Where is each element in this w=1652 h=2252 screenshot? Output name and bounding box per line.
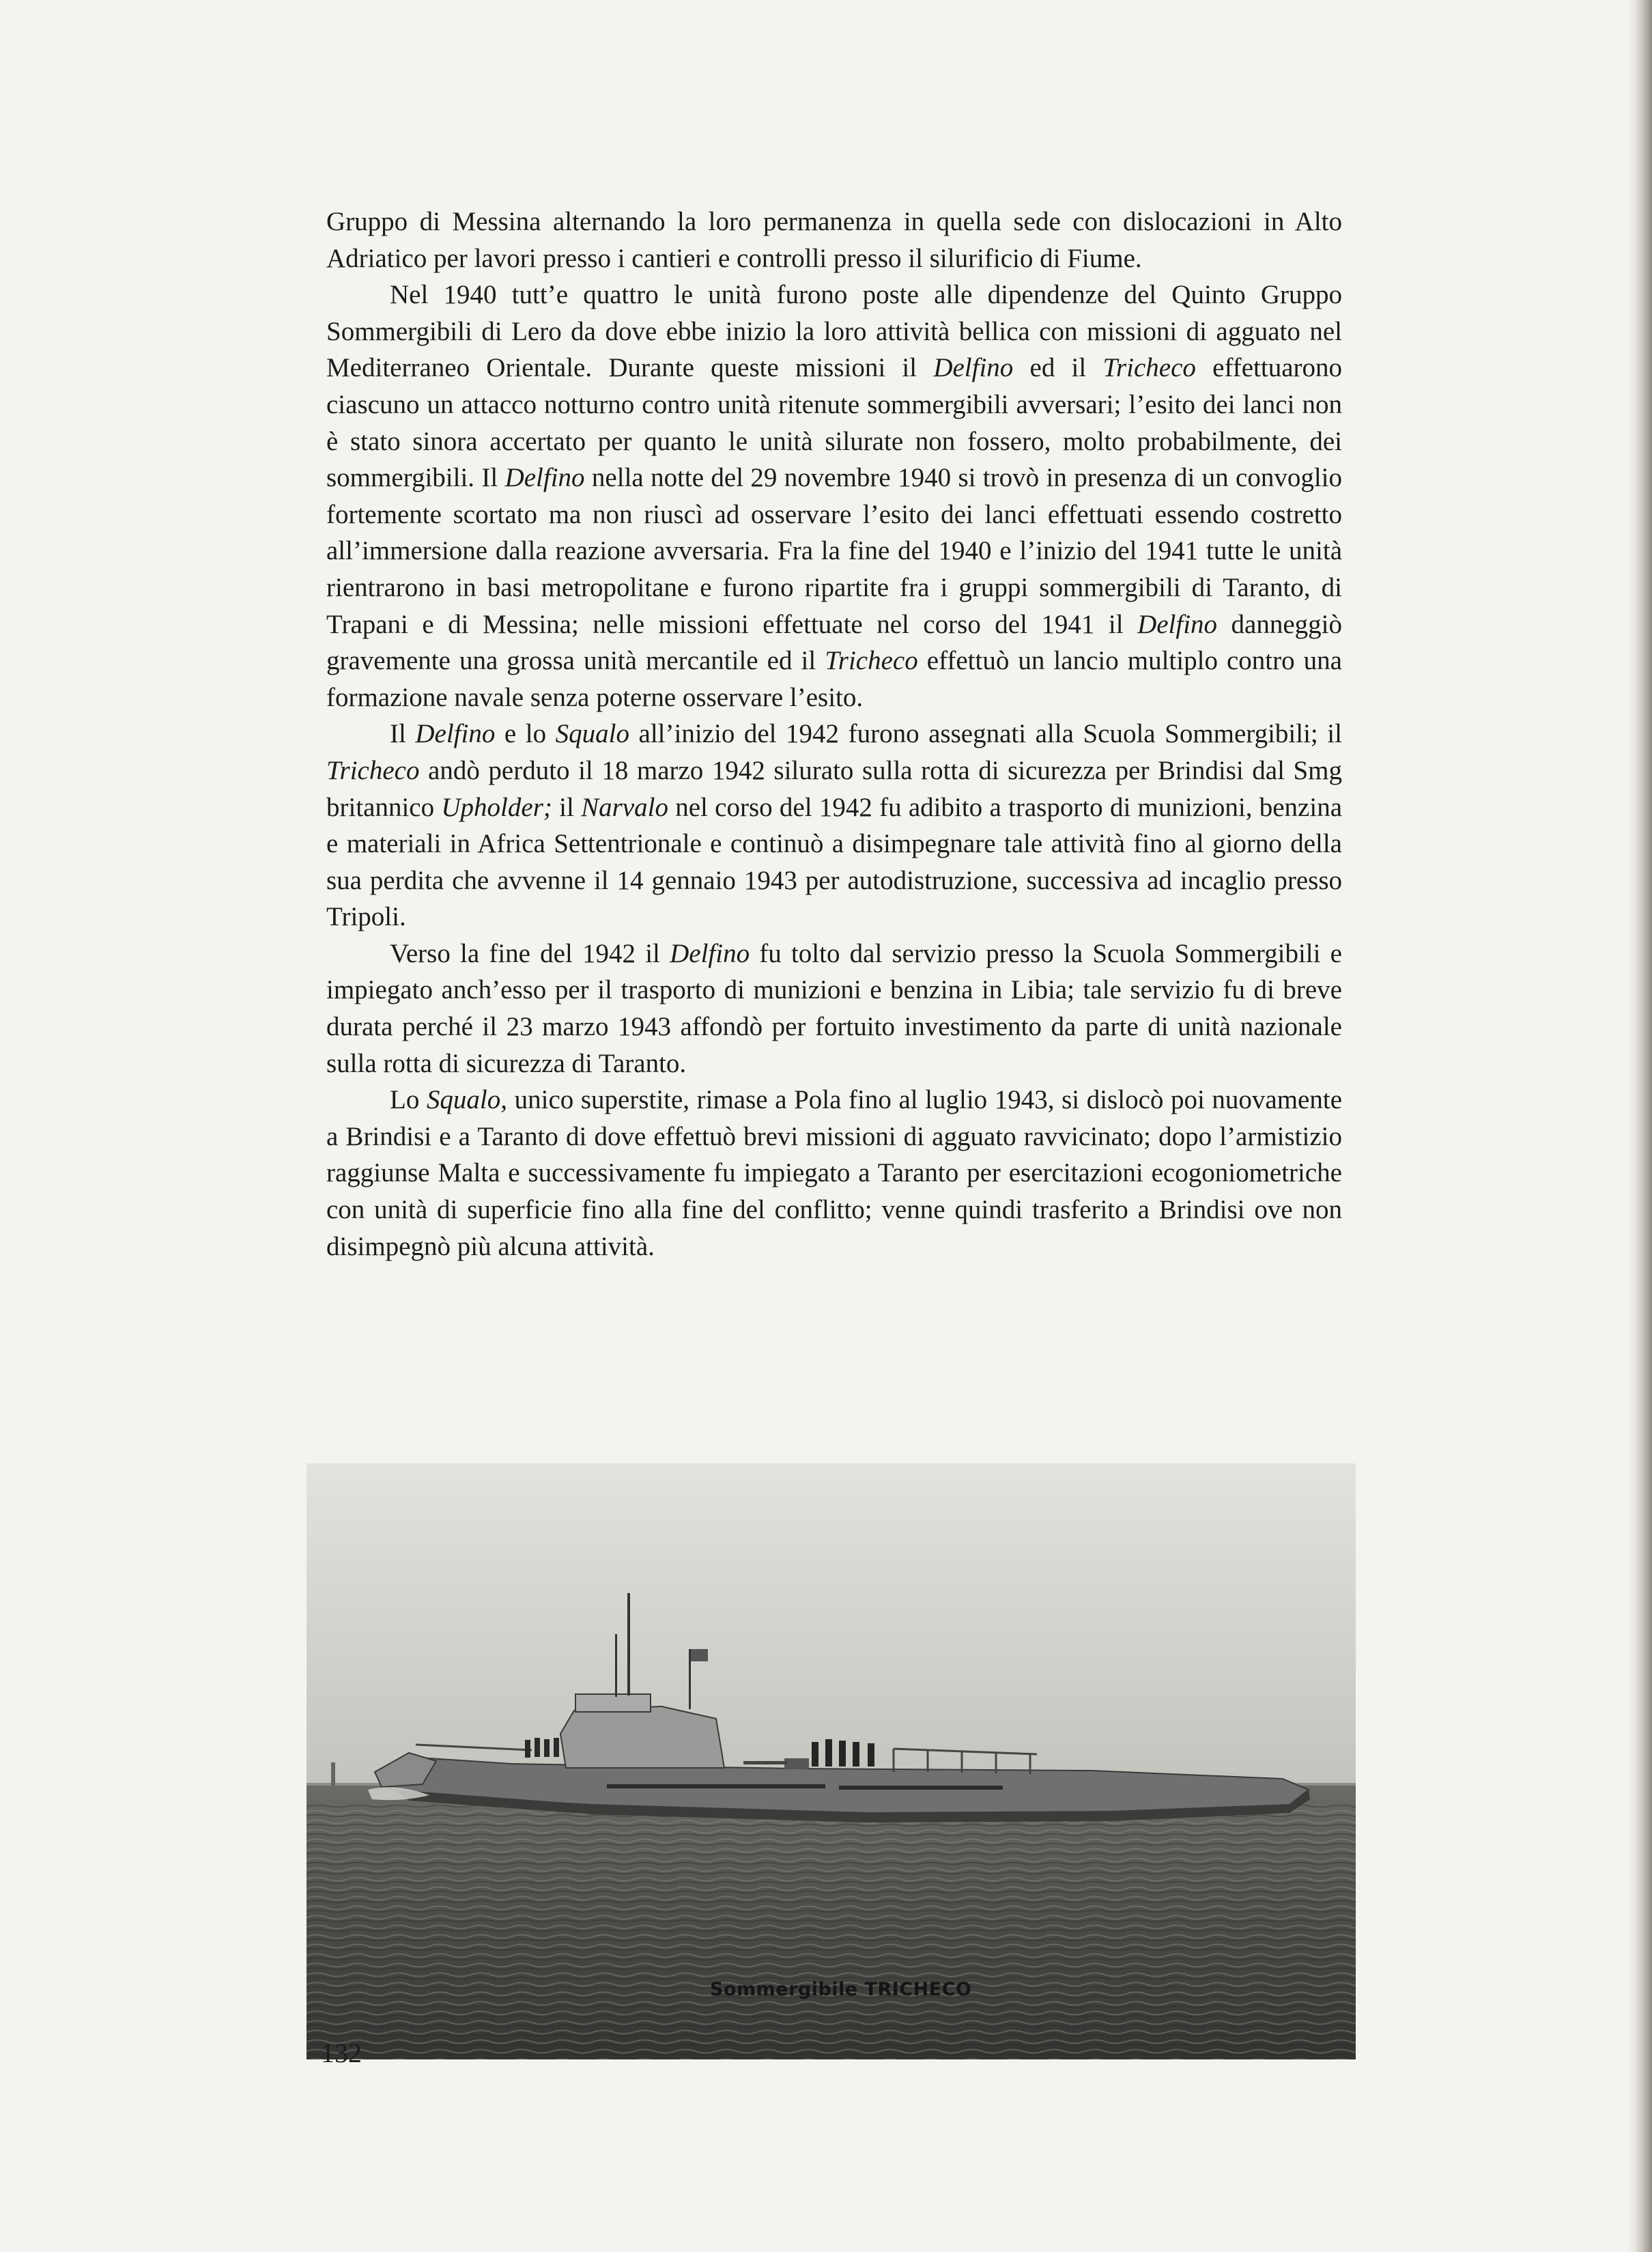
- paragraph: [326, 935, 1342, 1082]
- ship-name: Tricheco: [1102, 353, 1196, 383]
- ship-name: Tricheco: [326, 755, 420, 785]
- text-run: fu tolto dal servizio presso la Scuola Sommergibili e impiegato anch’esso per il trasporto di munizioni e benzina in Libia; tale servizio fu di breve durata perché il 23 marzo 1943 affondò per fortuito investimento da parte di unità nazionale sulla rotta di sicurezza di Taranto.: [326, 938, 1342, 1078]
- text-run: il: [552, 792, 582, 822]
- text-run: Gruppo di Messina alternando la loro permanenza in quella sede con dislocazioni in Alto Adriatico per lavori presso i cantieri e controlli presso il silurificio di Fiume.: [326, 207, 1342, 273]
- text-run: effettuò un lancio multiplo contro una formazione navale senza poterne osservare l’esito.: [326, 646, 1342, 712]
- ship-name: Tricheco: [825, 646, 918, 676]
- text-run: unico superstite, rimase a Pola fino al luglio 1943, si dislocò poi nuovamente a Brindisi e a Taranto di dove effettuò brevi missioni di agguato ravvicinato; dopo l’armistizio raggiunse Malta e successivamente fu impiegato a Taranto per esercitazioni ecogoniometriche con unità di superficie fino alla fine del conflitto; venne quindi trasferito a Brindisi ove non disimpegnò più alcuna attività.: [326, 1085, 1343, 1261]
- text-run: e lo: [495, 719, 556, 749]
- flag: [690, 1649, 708, 1661]
- paragraph: [326, 1082, 1342, 1265]
- text-run: Nel 1940 tutt’e quattro le unità furono poste alle dipendenze del Quinto Gruppo Sommergibili di Lero da dove ebbe inizio la loro attività bellica con missioni di agguato nel Mediterraneo Orientale. Durante queste missioni il: [326, 280, 1342, 383]
- ship-name: Narvalo: [581, 792, 668, 822]
- mast-2: [615, 1634, 617, 1697]
- deck-gun: [784, 1758, 809, 1769]
- paragraph: [326, 277, 1342, 716]
- text-run: andò perduto il 18 marzo 1942 silurato sulla rotta di sicurezza per Brindisi dal Smg britannico: [326, 755, 1342, 822]
- gun-barrel: [743, 1761, 787, 1764]
- ship-name: Delfino: [670, 938, 750, 968]
- photo-caption: Sommergibile TRICHECO: [710, 1979, 972, 2000]
- ship-name: Delfino: [415, 719, 496, 749]
- ship-name: Upholder;: [441, 792, 552, 822]
- page-edge-shadow: [1634, 0, 1652, 2252]
- text-run: Il: [390, 719, 416, 749]
- sky: [307, 1463, 1356, 1784]
- tower-bridge: [575, 1694, 651, 1712]
- conning-tower: [560, 1706, 724, 1768]
- ship-name: Squalo,: [426, 1085, 508, 1115]
- paragraph: [326, 203, 1342, 277]
- sea-waves: [307, 1805, 1356, 2059]
- text-run: Verso la fine del 1942 il: [390, 938, 670, 968]
- body-text: [326, 203, 1342, 1265]
- ship-name: Squalo: [555, 719, 629, 749]
- paragraph: [326, 716, 1342, 935]
- text-run: Lo: [390, 1085, 427, 1115]
- submarine-photo: [307, 1463, 1356, 2059]
- ship-name: Delfino: [933, 353, 1014, 383]
- text-run: nella notte del 29 novembre 1940 si trovò in presenza di un convoglio fortemente scortato ma non riuscì ad osservare l’esito dei lanci effettuati essendo costretto all’immersione dalla reazione avversaria. Fra la fine del 1940 e l’inizio del 1941 tutte le unità rientrarono in basi metropolitane e furono ripartite fra i gruppi sommergibili di Taranto, di Trapani e di Messina; nelle missioni effettuate nel corso del 1941 il: [326, 463, 1342, 639]
- page-number: 132: [321, 2038, 362, 2068]
- page-edge-shade: [1627, 0, 1634, 2252]
- ship-name: Delfino: [1137, 609, 1218, 639]
- text-run: nel corso del 1942 fu adibito a trasporto di munizioni, benzina e materiali in Africa Settentrionale e continuò a disimpegnare tale attività fino al giorno della sua perdita che avvenne il 14 gennaio 1943 per autodistruzione, successiva ad incaglio presso Tripoli.: [326, 792, 1343, 932]
- text-run: effettuarono ciascuno un attacco notturno contro unità ritenute sommergibili avversari; l’esito dei lanci non è stato sinora accertato per quanto le unità silurate non fossero, molto probabilmente, dei sommergibili. Il: [326, 353, 1342, 493]
- flag-pole: [689, 1649, 691, 1709]
- text-run: danneggiò gravemente una grossa unità mercantile ed il: [326, 609, 1342, 676]
- mast: [627, 1593, 630, 1695]
- ship-name: Delfino: [504, 463, 585, 493]
- text-run: ed il: [1013, 353, 1103, 383]
- text-run: all’inizio del 1942 furono assegnati alla Scuola Sommergibili; il: [629, 719, 1342, 749]
- distant-marker: [331, 1762, 335, 1786]
